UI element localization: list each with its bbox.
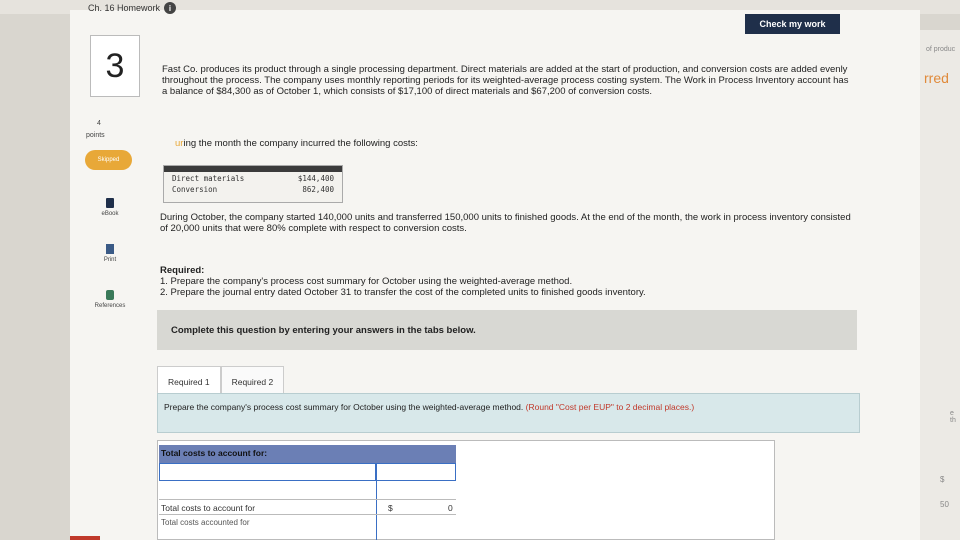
cost-label: Conversion	[172, 185, 218, 194]
points-value: 4	[97, 120, 101, 127]
instructions-box	[157, 393, 860, 433]
costs-accounted-label: Total costs accounted for	[161, 518, 250, 527]
summary-amount-input[interactable]	[376, 463, 456, 481]
cost-table	[163, 165, 343, 203]
check-my-work-button[interactable]: Check my work	[745, 14, 840, 34]
tab-required-2[interactable]: Required 2	[221, 366, 285, 398]
row-divider	[159, 514, 456, 515]
ebook-label: eBook	[101, 211, 119, 217]
book-icon	[106, 198, 114, 208]
required-item-1: 1. Prepare the company's process cost summary for October using the weighted-average method.	[160, 276, 573, 287]
required-item-2: 2. Prepare the journal entry dated October 31 to transfer the cost of the completed units to finished goods inventory.	[160, 287, 646, 298]
summary-label-input[interactable]	[159, 463, 376, 481]
summary-header: Total costs to account for:	[159, 445, 456, 463]
question-number: 3	[90, 35, 140, 97]
printer-icon	[106, 244, 114, 254]
required-label: Required:	[160, 265, 205, 276]
costs-intro	[175, 138, 418, 149]
cost-value: $144,400	[297, 174, 334, 183]
cost-value: 862,400	[302, 185, 334, 194]
adjacent-text-4: $	[940, 475, 945, 484]
cost-row-materials	[164, 174, 342, 183]
ebook-button[interactable]	[80, 198, 140, 217]
bottom-accent	[70, 536, 100, 540]
info-icon[interactable]: i	[164, 2, 176, 14]
complete-prompt: Complete this question by entering your answers in the tabs below.	[157, 310, 857, 350]
adjacent-text-3: e th	[950, 410, 956, 424]
costs-intro-prefix: ur	[175, 138, 184, 149]
column-divider	[376, 481, 377, 540]
references-icon	[106, 290, 114, 300]
october-activity: During October, the company started 140,000 units and transferred 150,000 units to finished goods. At the end of the month, the work in process inventory consisted of 20,000 units that were 80% complete with respect to conversion costs.	[160, 212, 851, 234]
rounding-note: (Round "Cost per EUP" to 2 decimal places.)	[525, 402, 695, 412]
assignment-title-text: Ch. 16 Homework	[88, 3, 161, 13]
adjacent-window	[920, 30, 960, 540]
print-label: Print	[103, 257, 117, 263]
required-section	[160, 265, 860, 298]
references-label: References	[94, 303, 126, 309]
print-button[interactable]	[80, 244, 140, 263]
total-costs-label: Total costs to account for	[161, 503, 256, 513]
tab-required-1[interactable]: Required 1	[157, 366, 221, 398]
cost-row-conversion	[164, 185, 342, 194]
adjacent-text-1: of produc	[926, 46, 956, 53]
cost-label: Direct materials	[172, 174, 245, 183]
adjacent-text-2: rred	[924, 70, 949, 86]
instructions-text: Prepare the company's process cost summary for October using the weighted-average method.	[164, 402, 524, 412]
references-button[interactable]	[80, 290, 140, 309]
adjacent-text-5: 50	[940, 500, 949, 509]
currency-symbol: $	[388, 503, 393, 513]
cost-table-header-bar	[164, 166, 342, 172]
row-divider	[159, 499, 456, 500]
total-costs-value: 0	[448, 503, 453, 513]
process-cost-summary	[157, 440, 775, 540]
assignment-title	[88, 2, 176, 14]
problem-intro: Fast Co. produces its product through a single processing department. Direct materials are added at the start of production, and conversion costs are added evenly throughout the process. The company uses monthly reporting periods for its weighted-average process costing system. The Work in Process Inventory account has a balance of $84,300 as of October 1, which consists of $17,100 of direct materials and $67,200 of conversion costs.	[162, 64, 849, 97]
points-label: points	[86, 132, 105, 139]
costs-intro-text: ing the month the company incurred the following costs:	[183, 138, 418, 149]
skipped-badge: Skipped	[85, 150, 132, 170]
